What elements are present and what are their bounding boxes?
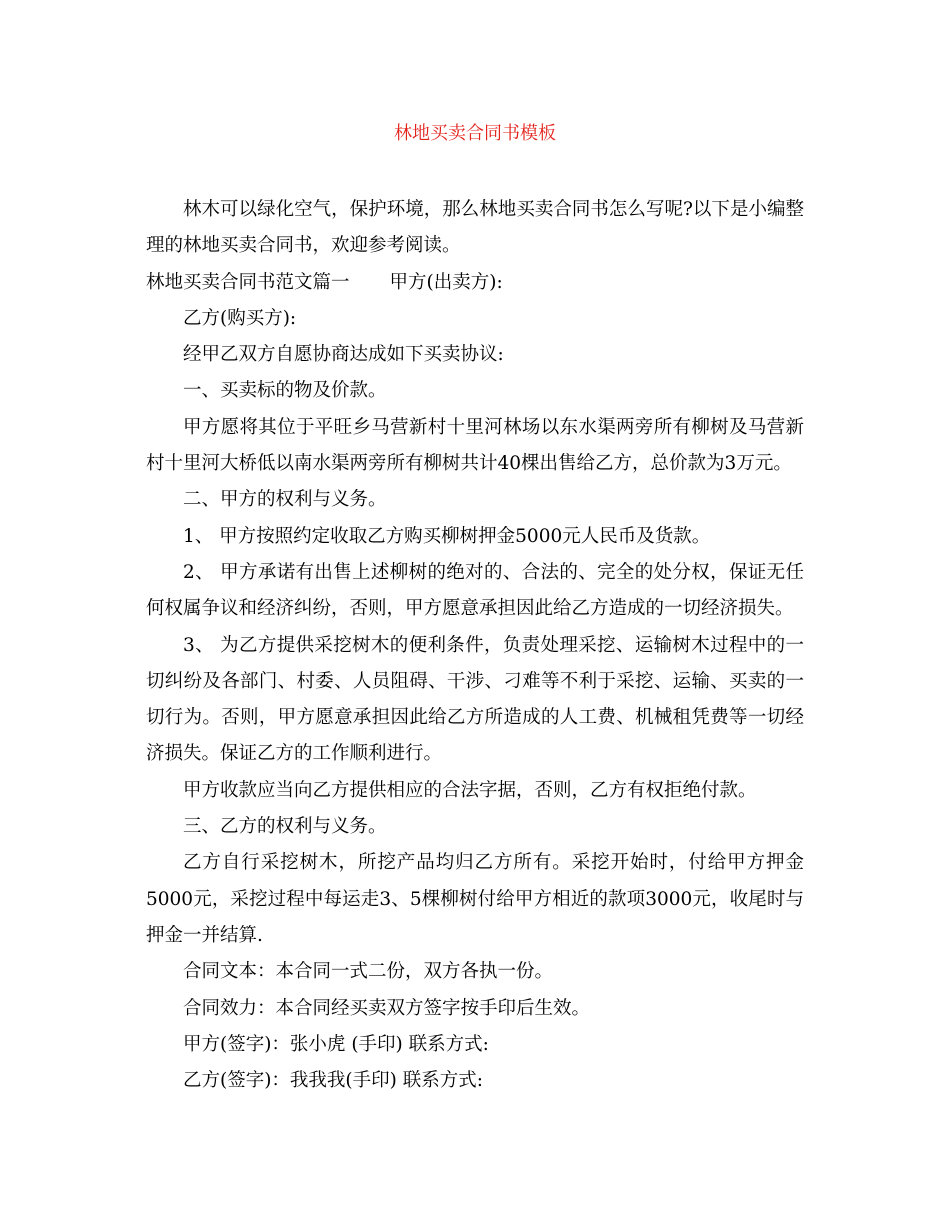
party-b-label: 乙方(购买方): [183,307,297,329]
agreement-intro: 经甲乙双方自愿协商达成如下买卖协议: [183,344,504,366]
section-2-receipt: 甲方收款应当向乙方提供相应的合法字据，否则，乙方有权拒绝付款。 [183,779,757,801]
section-3-body: 乙方自行采挖树木，所挖产品均归乙方所有。采挖开始时，付给甲方押金5000元，采挖过程中每运走3、5棵柳树付给甲方相近的款项3000元，收尾时与押金一并结算. [146,852,804,946]
section-3-title: 三、乙方的权利与义务。 [183,816,387,838]
contract-copies: 合同文本：本合同一式二份，双方各执一份。 [183,961,554,983]
section-1-body: 甲方愿将其位于平旺乡马营新村十里河林场以东水渠两旁所有柳树及马营新村十里河大桥低以南水渠两旁所有柳树共计40棵出售给乙方，总价款为3万元。 [146,416,804,475]
section-2-title: 二、甲方的权利与义务。 [183,489,387,511]
contract-effect: 合同效力：本合同经买卖双方签字按手印后生效。 [183,997,591,1019]
heading-line [146,265,804,301]
document-body [146,192,804,1099]
article-heading: 林地买卖合同书范文篇一 [146,271,350,293]
section-2-item-3: 3、 为乙方提供采挖树木的便利条件，负责处理采挖、运输树木过程中的一切纠纷及各部门、村委、人员阻碍、干涉、刁难等不利于采挖、运输、买卖的一切行为。否则，甲方愿意承担因此给乙方所造成的人工费、机械租凭费等一切经济损失。保证乙方的工作顺利进行。 [146,634,804,765]
party-a-label: 甲方(出卖方): [389,271,503,293]
signature-party-b: 乙方(签字)：我我我(手印) 联系方式: [183,1070,483,1092]
section-2-item-2: 2、 甲方承诺有出售上述柳树的绝对的、合法的、完全的处分权，保证无任何权属争议和经济纠纷，否则，甲方愿意承担因此给乙方造成的一切经济损失。 [146,561,804,620]
section-1-title: 一、买卖标的物及价款。 [183,380,387,402]
section-2-item-1: 1、 甲方按照约定收取乙方购买柳树押金5000元人民币及货款。 [183,525,711,547]
signature-party-a: 甲方(签字)：张小虎 (手印) 联系方式: [183,1033,489,1055]
intro-paragraph: 林木可以绿化空气，保护环境，那么林地买卖合同书怎么写呢?以下是小编整理的林地买卖合同书，欢迎参考阅读。 [146,199,804,257]
document-title: 林地买卖合同书模板 [394,123,556,144]
